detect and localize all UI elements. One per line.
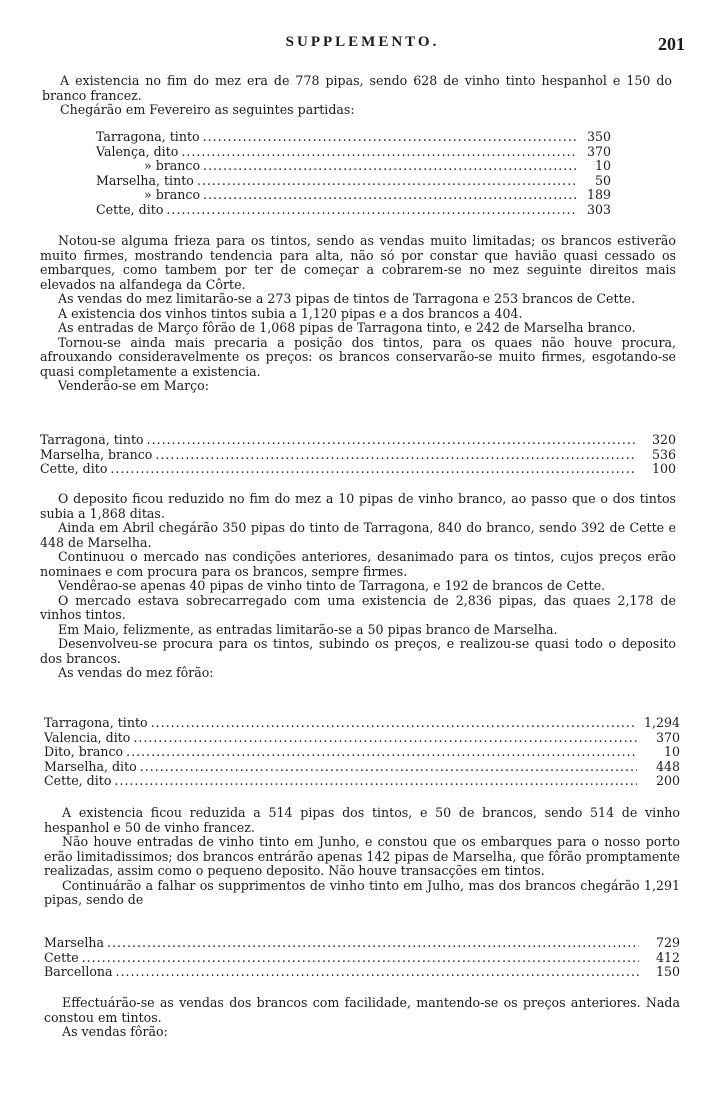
row-value: 200 <box>655 773 680 788</box>
row-label: Cette, dito <box>96 201 164 217</box>
arrivals-table-july <box>44 936 680 980</box>
row-label: Valencia, dito <box>44 729 131 745</box>
leader-dots <box>110 462 637 477</box>
row-value: 536 <box>651 446 676 462</box>
row-value: 303 <box>586 201 611 217</box>
row-label: Tarragona, tinto <box>40 432 144 447</box>
paragraph: Em Maio, felizmente, as entradas limitarão-se a 50 pipas branco de Marselha. <box>58 621 558 637</box>
june-july-section <box>44 806 680 908</box>
table-row <box>96 159 611 174</box>
row-value: 50 <box>594 172 611 188</box>
table-row <box>44 731 680 746</box>
paragraph: Vendêrao-se apenas 40 pipas de vinho tinto de Tarragona, e 192 de brancos de Cette. <box>58 578 606 593</box>
leader-dots <box>133 731 637 746</box>
table-row <box>44 760 680 775</box>
table-row <box>44 951 680 966</box>
row-label: Marselha, tinto <box>96 172 194 188</box>
row-label: Marselha, branco <box>40 446 153 462</box>
sales-table-march <box>40 433 676 477</box>
row-value: 448 <box>655 758 680 774</box>
row-label: » branco <box>144 187 201 202</box>
row-label: Tarragona, tinto <box>44 715 148 730</box>
table-row <box>96 174 611 189</box>
row-value: 412 <box>655 949 680 965</box>
row-label: Valença, dito <box>96 143 179 159</box>
table-row <box>44 716 680 731</box>
paragraph: Continuárão a falhar os supprimentos de vinho tinto em Julho, mas dos brancos chegárão 1,291 pipas, sendo de <box>44 877 680 907</box>
row-value: 729 <box>655 935 680 950</box>
table-row <box>44 936 680 951</box>
paragraph: O deposito ficou reduzido no fim do mez a 10 pipas de vinho branco, ao passo que o dos tintos subia a 1,868 ditas. <box>40 491 676 521</box>
page-number: 201 <box>658 34 685 54</box>
leader-dots <box>151 716 637 731</box>
leader-dots <box>197 174 578 189</box>
leader-dots <box>126 745 637 760</box>
leader-dots <box>147 433 637 448</box>
table-row <box>44 965 680 980</box>
paragraph: As vendas do mez fôrão: <box>58 665 214 680</box>
closing-section <box>44 996 680 1040</box>
sales-table-may <box>44 716 680 789</box>
paragraph: Não houve entradas de vinho tinto em Junho, e constou que os embarques para o nosso porto erão limitadissimos; dos brancos entrárão apenas 142 pipas de Marselha, que fôrão promptamente realizadas, assim como o pequeno deposito. Não houve transacções em tintos. <box>44 834 680 878</box>
leader-dots <box>116 965 639 980</box>
paragraph: Chegárão em Fevereiro as seguintes partidas: <box>60 102 355 117</box>
table-row <box>44 774 680 789</box>
paragraph: Desenvolveu-se procura para os tintos, subindo os preços, e realizou-se quasi todo o deposito dos brancos. <box>40 636 676 666</box>
row-label: Barcellona <box>44 964 113 979</box>
paragraph: As vendas fôrão: <box>62 1024 168 1039</box>
table-row <box>96 203 611 218</box>
table-row <box>44 745 680 760</box>
row-value: 350 <box>586 129 611 144</box>
row-label: » branco <box>144 158 201 173</box>
table-row <box>96 145 611 160</box>
row-label: Marselha, dito <box>44 758 137 774</box>
row-value: 370 <box>586 143 611 159</box>
row-value: 150 <box>655 964 680 979</box>
paragraph: Venderão-se em Março: <box>58 378 210 393</box>
paragraph: Notou-se alguma frieza para os tintos, sendo as vendas muito limitadas; os brancos estiverão muito firmes, mostrando tendencia para alta, não só por constar que havião quasi cessado os embarques, como tambem por ter de começar a cobrarem-se no mez seguinte direitos mais elevados na alfandega da Côrte. <box>40 233 676 292</box>
paragraph: A existencia ficou reduzida a 514 pipas dos tintos, e 50 de brancos, sendo 514 de vinho hespanhol e 50 de vinho francez. <box>44 805 680 835</box>
leader-dots <box>181 145 578 160</box>
paragraph: Tornou-se ainda mais precaria a posição dos tintos, para os quaes não houve procura, afrouxando consideravelmente os preços: os brancos conservarão-se muito firmes, esgotando-se quasi completamente a existencia. <box>40 334 676 379</box>
paragraph: As vendas do mez limitarão-se a 273 pipas de tintos de Tarragona e 253 brancos de Cette. <box>58 291 636 306</box>
paragraph: Ainda em Abril chegárão 350 pipas do tinto de Tarragona, 840 do branco, sendo 392 de Cette e 448 de Marselha. <box>40 520 676 550</box>
paragraph: Effectuárão-se as vendas dos brancos com facilidade, mantendo-se os preços anteriores. Nada constou em tintos. <box>44 995 680 1025</box>
leader-dots <box>82 951 639 966</box>
row-label: Cette <box>44 949 79 965</box>
leader-dots <box>155 448 637 463</box>
paragraph: Continuou o mercado nas condições anteriores, desanimado para os tintos, cujos preços erão nominaes e com procura para os brancos, sempre firmes. <box>40 549 676 579</box>
paragraph: As entradas de Março fôrão de 1,068 pipas de Tarragona tinto, e 242 de Marselha branco. <box>58 320 636 335</box>
leader-dots <box>140 760 637 775</box>
page-header <box>0 34 725 56</box>
paragraph: A existencia dos vinhos tintos subia a 1,120 pipas e a dos brancos a 404. <box>58 305 523 321</box>
paragraph: A existencia no fim do mez era de 778 pipas, sendo 628 de vinho tinto hespanhol e 150 do branco francez. <box>42 73 672 103</box>
row-value: 1,294 <box>643 715 680 730</box>
row-label: Marselha <box>44 935 104 950</box>
row-value: 189 <box>586 187 611 202</box>
row-value: 320 <box>651 432 676 447</box>
leader-dots <box>107 936 639 951</box>
leader-dots <box>203 130 578 145</box>
table-row <box>40 462 676 477</box>
paragraph: O mercado estava sobrecarregado com uma existencia de 2,836 pipas, das quaes 2,178 de vinhos tintos. <box>40 592 676 622</box>
table-row <box>40 433 676 448</box>
leader-dots <box>203 188 578 203</box>
table-row <box>40 448 676 463</box>
leader-dots <box>114 774 637 789</box>
intro-section <box>42 74 672 118</box>
march-section <box>40 234 676 394</box>
leader-dots <box>203 159 578 174</box>
row-label: Dito, branco <box>44 744 124 759</box>
table-row <box>96 188 611 203</box>
row-value: 100 <box>651 461 676 476</box>
row-label: Cette, dito <box>44 773 112 788</box>
row-label: Tarragona, tinto <box>96 129 200 144</box>
row-value: 10 <box>594 158 611 173</box>
april-may-section <box>40 492 676 681</box>
row-label: Cette, dito <box>40 461 108 476</box>
row-value: 10 <box>663 744 680 759</box>
running-title: SUPPLEMENTO. <box>285 34 440 50</box>
shipments-table-february <box>96 130 611 217</box>
leader-dots <box>166 203 578 218</box>
row-value: 370 <box>655 729 680 745</box>
table-row <box>96 130 611 145</box>
